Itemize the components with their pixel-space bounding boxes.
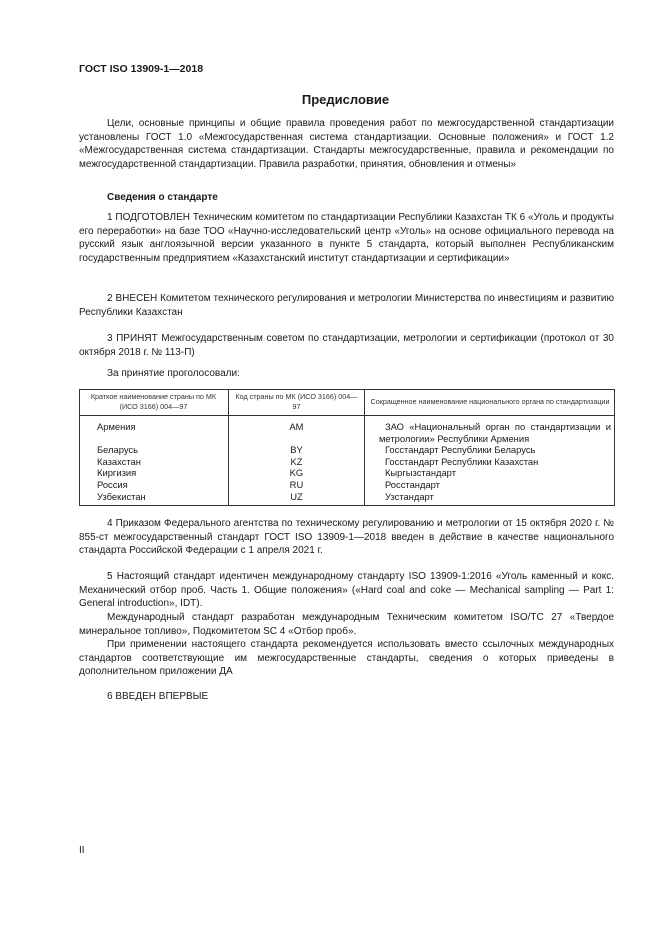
body-cell: Госстандарт Республики Казахстан [384, 455, 539, 467]
item-1: 1 ПОДГОТОВЛЕН Техническим комитетом по стандартизации Республики Казахстан ТК 6 «Уголь и продукты его переработки» на базе ТОО «Научно-исследовательский центр «Уголь» на основе официального перевода на русский язык англоязычной версии указанного в пункте 5 стандарта, который выполнен Республиканским государственным предприятием «Казахстанский институт стандартизации и сертификации» [79, 212, 614, 265]
table-row [79, 467, 615, 479]
item-2: 2 ВНЕСЕН Комитетом технического регулирования и метрологии Министерства по инвестициям и развитию Республики Казахстан [79, 293, 614, 318]
intro-paragraph: Цели, основные принципы и общие правила проведения работ по межгосударственной стандартизации установлены ГОСТ 1.0 «Межгосударственная система стандартизации. Основные положения» и ГОСТ 1.2 «Межгосударственная система стандартизации. Стандарты межгосударственные, правила и рекомендации по межгосударственной стандартизации. Правила разработки, принятия, обновления и отмены» [79, 118, 614, 171]
voting-table [79, 389, 615, 506]
body-cell: Госстандарт Республики Беларусь [384, 444, 536, 456]
table-header-country: Краткое наименование страны по МК (ИСО 3166) 004—97 [79, 389, 228, 416]
code-cell: KG [228, 467, 364, 479]
document-header: ГОСТ ISO 13909-1—2018 [79, 63, 204, 75]
vote-intro: За принятие проголосовали: [107, 368, 240, 379]
table-header-code: Код страны по МК (ИСО 3166) 004—97 [228, 389, 364, 416]
item-4: 4 Приказом Федерального агентства по техническому регулированию и метрологии от 15 октября 2020 г. № 855-ст межгосударственный стандарт ГОСТ ISO 13909-1—2018 введен в действие в качестве национального стандарта Российской Федерации с 1 апреля 2021 г. [79, 518, 614, 557]
item-5: 5 Настоящий стандарт идентичен международному стандарту ISO 13909-1:2016 «Уголь каменный и кокс. Механический отбор проб. Часть 1. Общие положения» («Hard coal and coke — Mechanical sampling — Part 1: General introduction», IDT). [79, 571, 614, 610]
country-cell: Узбекистан [79, 491, 228, 507]
body-cell: Узстандарт [384, 490, 434, 502]
code-cell: KZ [228, 456, 364, 468]
page-number: II [79, 845, 85, 856]
country-cell: Беларусь [79, 444, 228, 456]
code-cell: BY [228, 444, 364, 456]
table-row [79, 479, 615, 491]
code-cell: AM [228, 416, 364, 445]
country-cell: Казахстан [79, 456, 228, 468]
section-title: Сведения о стандарте [107, 192, 218, 203]
body-cell: Кыргызстандарт [384, 467, 456, 479]
country-cell: Армения [79, 416, 228, 445]
table-row [79, 456, 615, 468]
body-cell: ЗАО «Национальный орган по стандартизации и метрологии» Республики Армения [378, 421, 611, 444]
country-cell: Киргизия [79, 467, 228, 479]
table-row [79, 416, 615, 445]
item-3: 3 ПРИНЯТ Межгосударственным советом по стандартизации, метрологии и сертификации (протокол от 30 октября 2018 г. № 113-П) [79, 333, 614, 358]
body-cell: Росстандарт [384, 478, 440, 490]
item-5-application: При применении настоящего стандарта рекомендуется использовать вместо ссылочных международных стандартов соответствующие им межгосударственные стандарты, сведения о которых приведены в дополнительном приложении ДА [79, 639, 614, 678]
page-title: Предисловие [301, 92, 390, 107]
table-row [79, 444, 615, 456]
country-cell: Россия [79, 479, 228, 491]
item-5-committee: Международный стандарт разработан международным Техническим комитетом ISO/TC 27 «Твердое минеральное топливо», Подкомитетом SC 4 «Отбор проб». [79, 612, 614, 637]
code-cell: UZ [228, 491, 364, 507]
item-6: 6 ВВЕДЕН ВПЕРВЫЕ [107, 691, 209, 702]
table-row [79, 491, 615, 507]
table-header-body: Сокращенное наименование национального органа по стандартизации [364, 389, 615, 416]
code-cell: RU [228, 479, 364, 491]
